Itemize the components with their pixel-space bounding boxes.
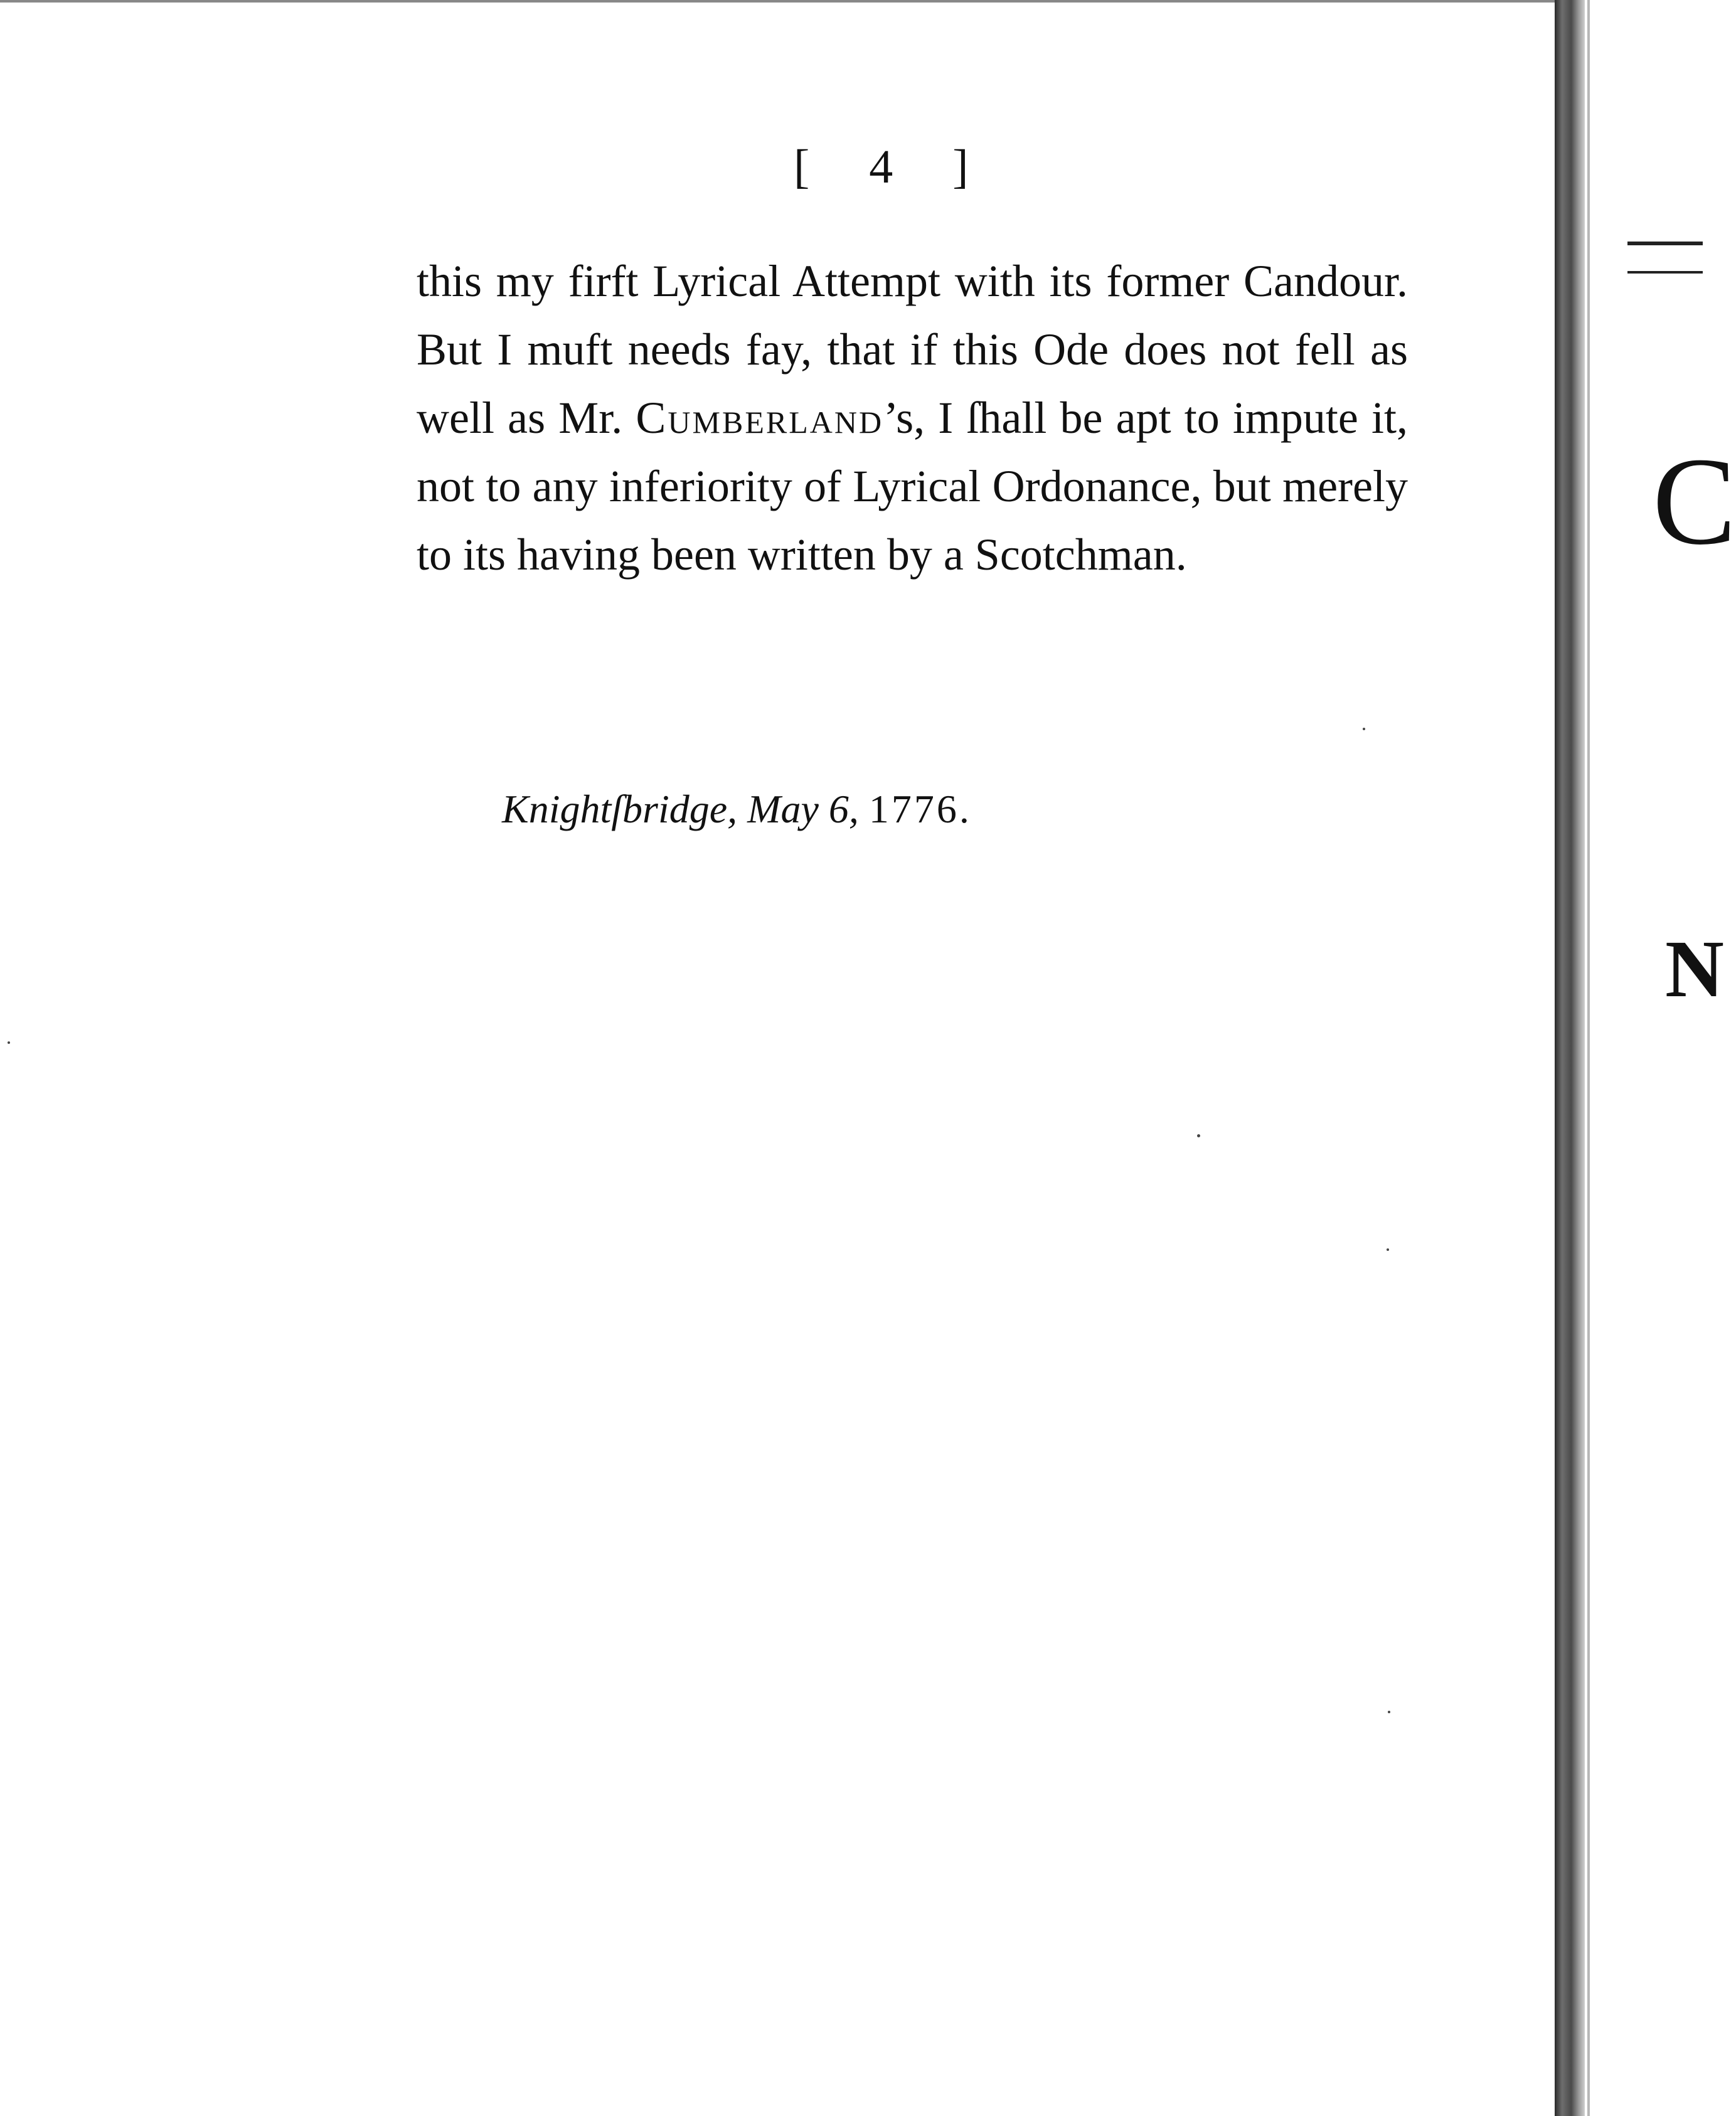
page-number: [ 4 ]	[794, 141, 993, 193]
text-line-1: this my firft Lyrical Attempt with its former Candour.	[417, 256, 1408, 306]
book-binding-gutter	[1555, 0, 1585, 2116]
facing-page-letter: N	[1665, 924, 1724, 1014]
ink-speck	[1197, 1134, 1200, 1137]
ink-speck	[1388, 1711, 1390, 1713]
text-line-5: to its having been written by a Scotchman.	[417, 529, 1187, 580]
text-line-4: not to any inferiority of Lyrical Ordonance, but merely	[417, 461, 1408, 511]
facing-page-letter: C	[1653, 432, 1736, 571]
dateline-year: 1776.	[868, 787, 972, 831]
ink-speck	[8, 1041, 10, 1044]
dateline-place-date: Knightſbridge, May 6,	[502, 787, 859, 831]
facing-page-rule	[1627, 242, 1703, 245]
facing-page-rule	[1627, 271, 1703, 274]
author-name-smallcaps: Cumberland	[636, 393, 884, 443]
body-paragraph	[417, 247, 1408, 589]
dateline	[502, 789, 972, 829]
text-line-3-start: well as Mr.	[417, 393, 636, 443]
text-line-3-end: ’s, I ſhall be apt to impute it,	[883, 393, 1408, 443]
text-line-2: But I muft needs fay, that if this Ode does not fell as	[417, 324, 1408, 375]
text-line-3	[417, 384, 1408, 452]
facing-page-edge	[1590, 0, 1736, 2116]
ink-speck	[1363, 728, 1365, 730]
page-top-edge	[0, 0, 1568, 3]
ink-speck	[1387, 1248, 1389, 1251]
